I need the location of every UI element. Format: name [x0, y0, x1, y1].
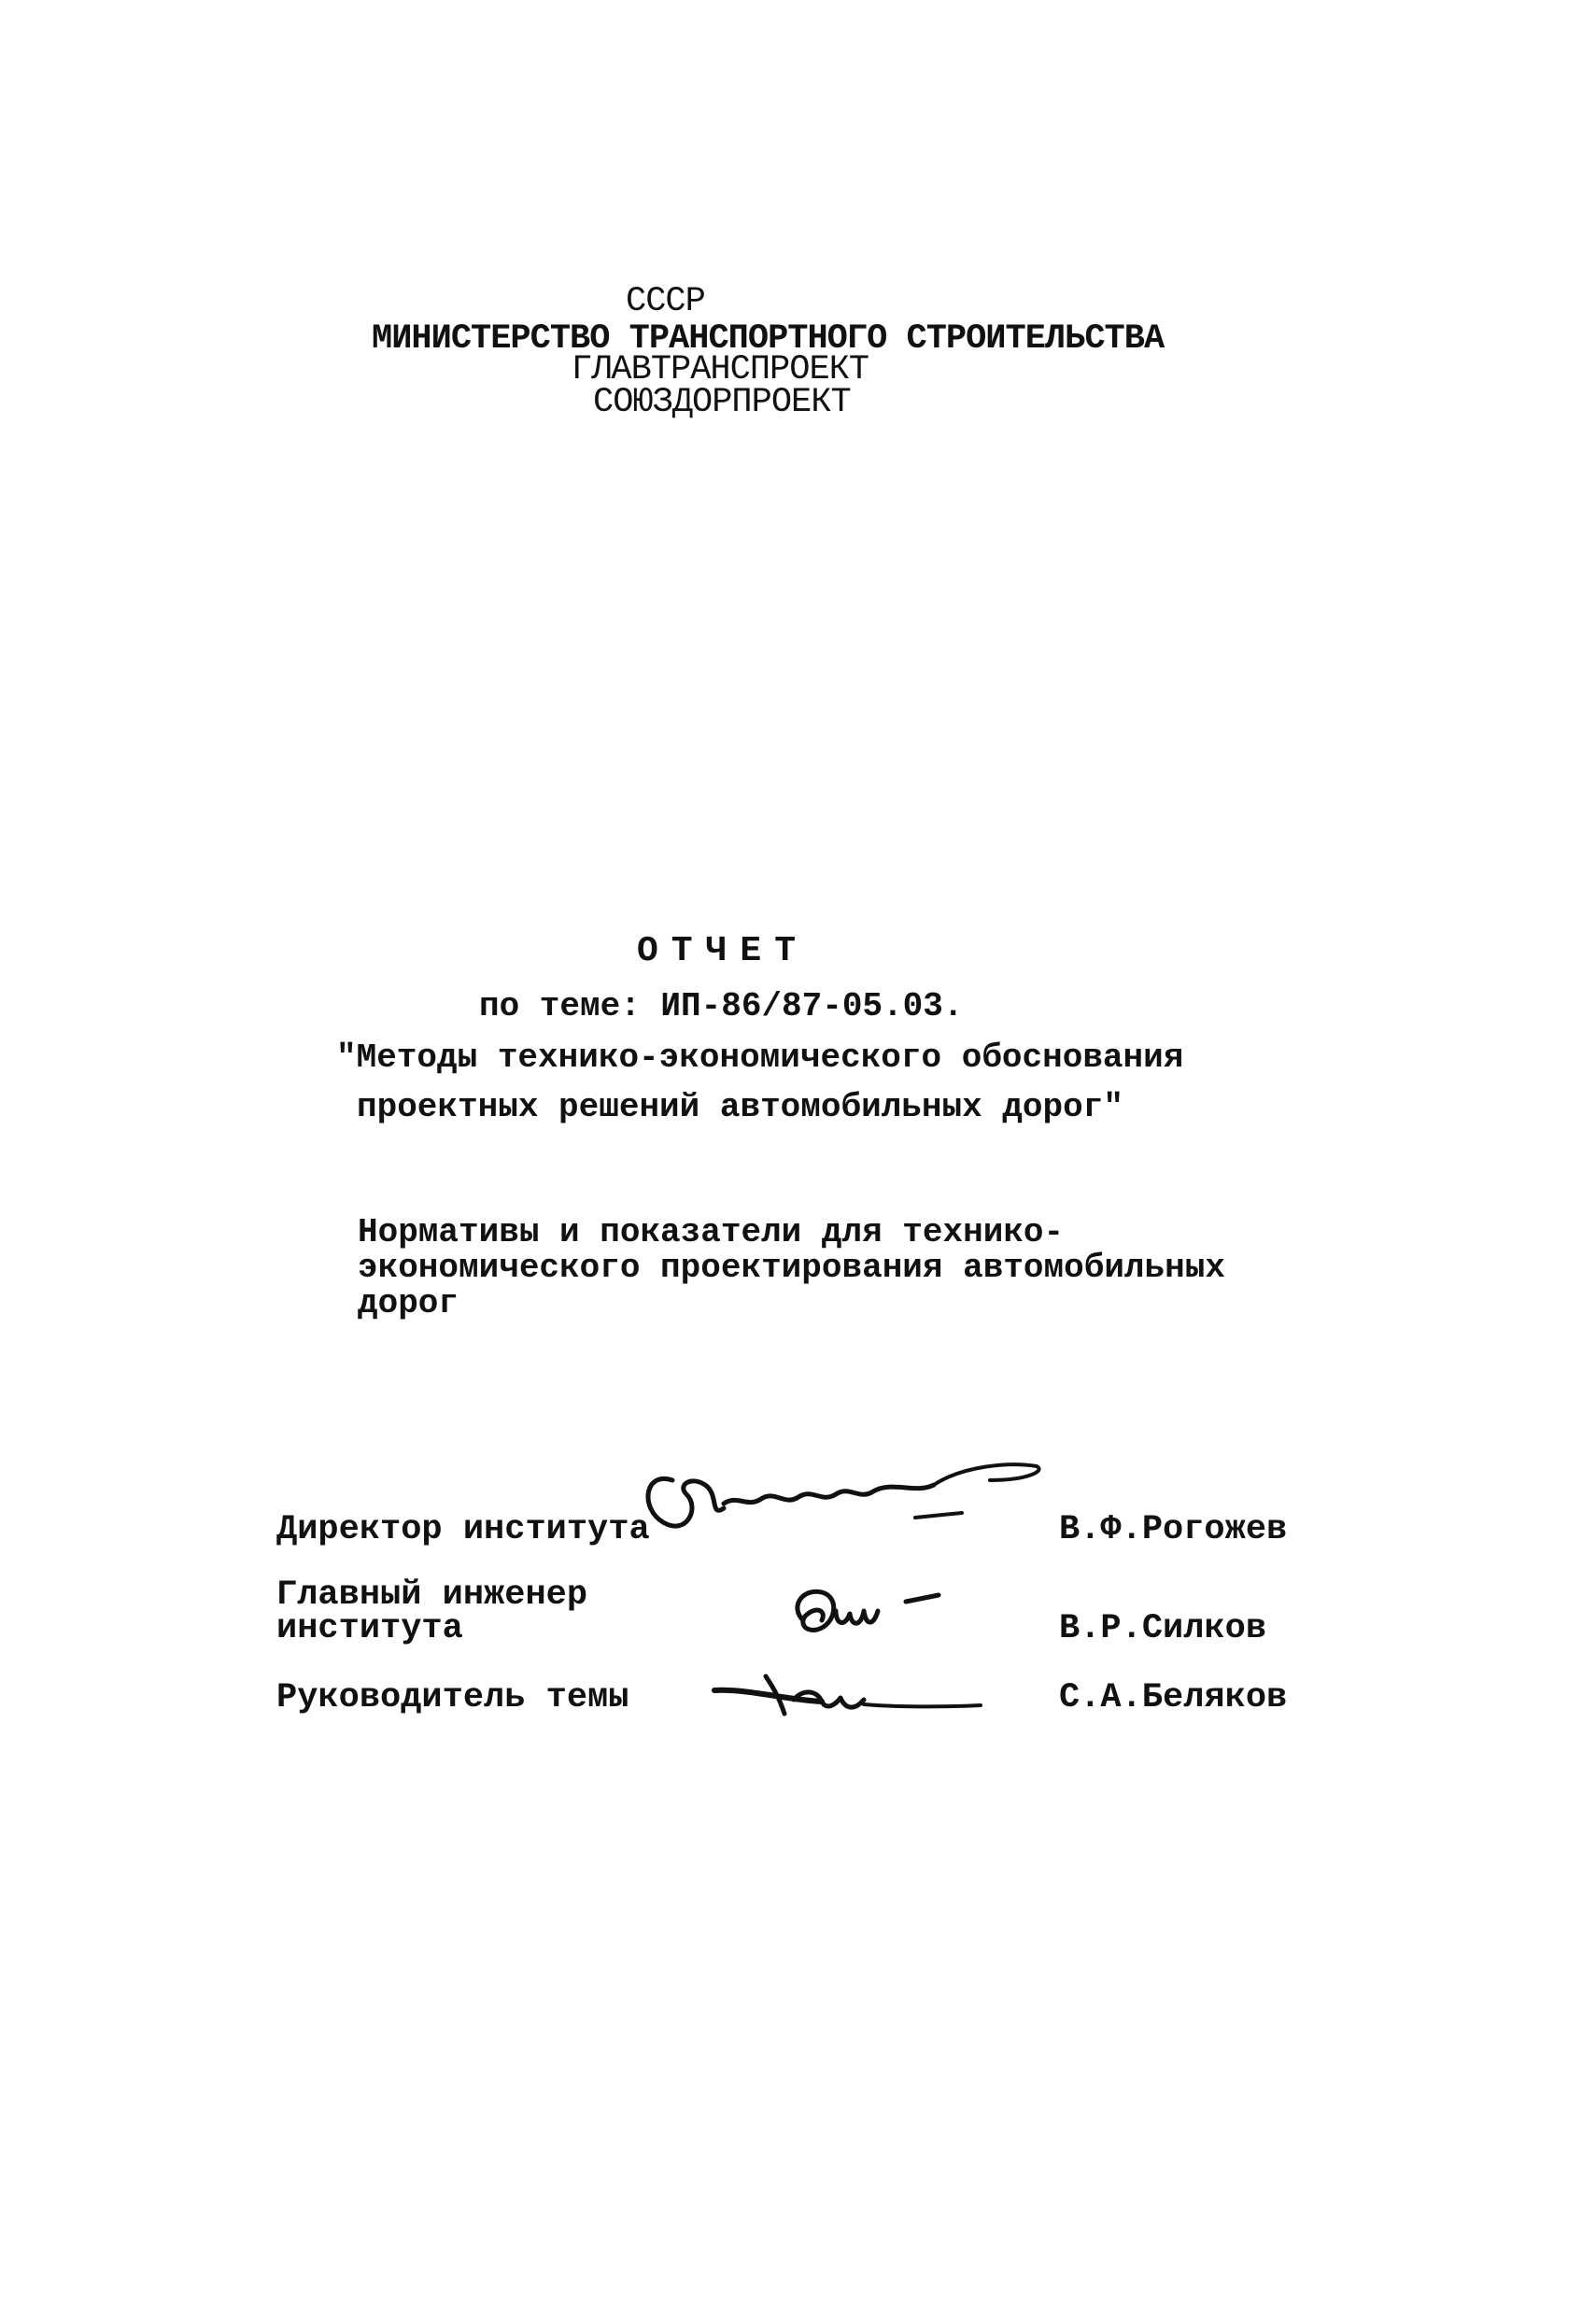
signatory-role: Главный инженер	[276, 1575, 588, 1615]
report-topic-name-line1: "Методы технико-экономического обоснования	[336, 1038, 1184, 1077]
header-department: ГЛАВТРАНСПРОЕКТ	[572, 350, 869, 389]
report-topic-line: по теме: ИП-86/87-05.03.	[479, 987, 964, 1025]
report-title: ОТЧЕТ	[637, 931, 810, 971]
signatory-role: Директор института	[276, 1510, 650, 1549]
signatory-role: Руководитель темы	[276, 1678, 629, 1717]
handwritten-signature-chief-engineer-icon	[784, 1578, 971, 1653]
signatory-name: В.Р.Силков	[1059, 1609, 1267, 1648]
header-organization: СОЮЗДОРПРОЕКТ	[593, 383, 851, 422]
report-topic-name-line2: проектных решений автомобильных дорог"	[357, 1088, 1123, 1126]
handwritten-signature-director-icon	[635, 1452, 1046, 1546]
handwritten-signature-topic-lead-icon	[710, 1662, 1009, 1728]
header-country: СССР	[626, 282, 705, 321]
subject-line3: дорог	[358, 1284, 459, 1322]
subject-line2: экономического проектирования автомобильных	[358, 1249, 1225, 1287]
subject-line1: Нормативы и показатели для технико-	[358, 1213, 1065, 1251]
signatory-name: С.А.Беляков	[1059, 1678, 1288, 1717]
signatory-name: В.Ф.Рогожев	[1059, 1510, 1288, 1549]
header-ministry: МИНИСТЕРСТВО ТРАНСПОРТНОГО СТРОИТЕЛЬСТВА	[372, 319, 1165, 359]
signatory-role-continued: института	[276, 1609, 463, 1648]
